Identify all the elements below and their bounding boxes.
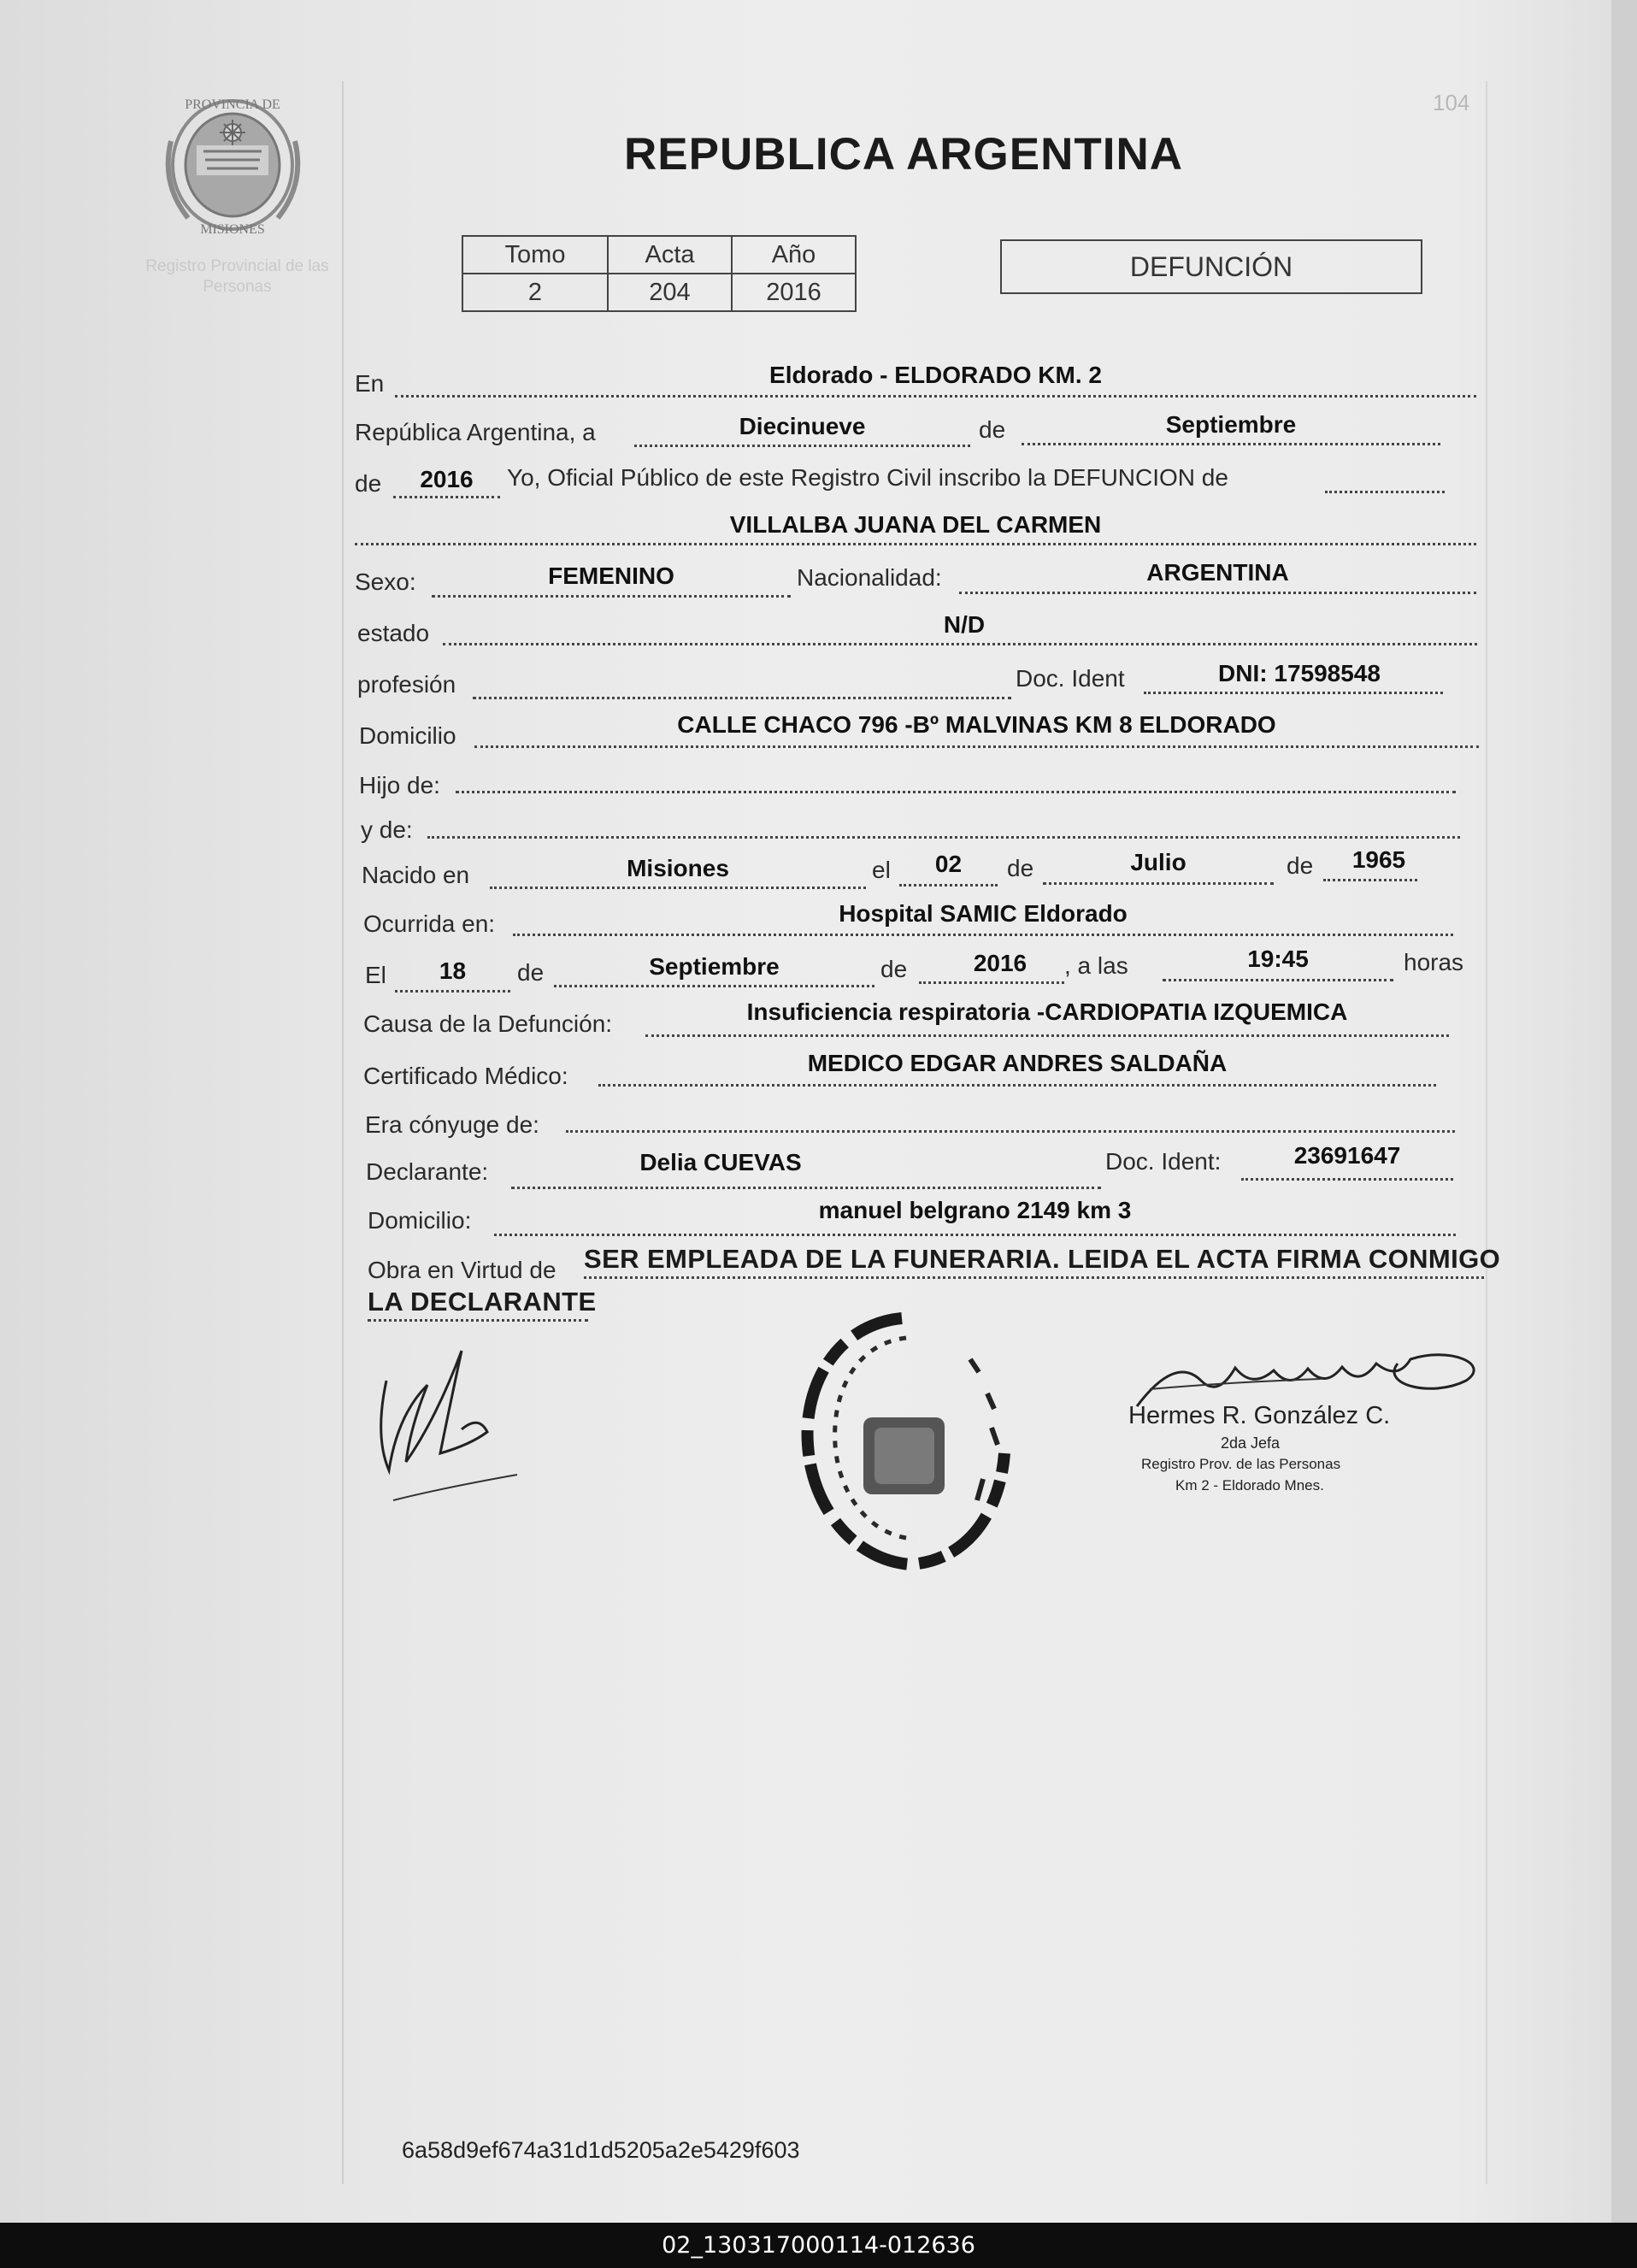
dotted-line <box>456 791 1456 793</box>
label-doc-ident: Doc. Ident <box>1016 665 1125 692</box>
label-de-3: de <box>1287 852 1314 879</box>
dotted-line <box>395 395 1476 398</box>
dotted-line <box>959 592 1476 594</box>
address-value: CALLE CHACO 796 -Bº MALVINAS KM 8 ELDORADO <box>677 711 1276 738</box>
registry-caption: Registro Provincial de las Personas <box>145 257 329 296</box>
death-year-value: 2016 <box>973 950 1028 976</box>
cause-value: Insuficiencia respiratoria -CARDIOPATIA IZQUEMICA <box>746 999 1348 1025</box>
page-number: 104 <box>1433 90 1470 115</box>
nationality-value: ARGENTINA <box>1146 559 1289 586</box>
dotted-line <box>1325 491 1445 493</box>
dotted-line <box>919 981 1064 984</box>
anio-value: 2016 <box>732 274 856 311</box>
obra-line-2: LA DECLARANTE <box>368 1287 597 1317</box>
label-ocurrida-en: Ocurrida en: <box>363 910 496 937</box>
obra-line-1: SER EMPLEADA DE LA FUNERARIA. LEIDA EL ACTA FIRMA CONMIGO <box>584 1244 1501 1274</box>
registry-table <box>462 235 857 312</box>
month-value: Septiembre <box>1165 411 1297 438</box>
label-domicilio: Domicilio <box>359 722 456 749</box>
page-edge <box>1611 0 1637 2223</box>
official-office: Registro Prov. de las Personas <box>1141 1456 1341 1472</box>
acta-header: Acta <box>608 236 732 274</box>
dotted-line <box>473 697 1011 699</box>
birth-day-value: 02 <box>934 851 963 877</box>
dotted-line <box>554 985 874 987</box>
dotted-line <box>1022 443 1440 445</box>
dotted-line <box>490 887 866 889</box>
birth-month-value: Julio <box>1130 849 1187 875</box>
official-location: Km 2 - Eldorado Mnes. <box>1175 1477 1324 1493</box>
label-doc-ident-2: Doc. Ident: <box>1105 1148 1222 1175</box>
label-de-start: de <box>355 470 382 497</box>
label-estado: estado <box>357 620 430 646</box>
dotted-line <box>368 1319 588 1322</box>
dotted-line <box>645 1034 1449 1037</box>
dotted-line <box>899 884 998 887</box>
dotted-line <box>634 445 970 447</box>
official-title: 2da Jefa <box>1221 1434 1281 1452</box>
misiones-shield-logo <box>154 90 312 239</box>
label-de: de <box>979 416 1006 443</box>
label-republica: República Argentina, a <box>355 419 596 445</box>
declarant-address-value: manuel belgrano 2149 km 3 <box>818 1197 1132 1223</box>
svg-text:PROVINCIA DE: PROVINCIA DE <box>185 97 280 112</box>
dotted-line <box>511 1187 1101 1189</box>
label-nacido-en: Nacido en <box>362 862 470 888</box>
label-declarante: Declarante: <box>366 1158 489 1185</box>
day-words-value: Diecinueve <box>739 413 866 439</box>
death-day-value: 18 <box>439 957 467 984</box>
place-value: Eldorado - ELDORADO KM. 2 <box>769 362 1102 388</box>
anio-header: Año <box>732 236 856 274</box>
official-name: Hermes R. González C. <box>1128 1402 1391 1429</box>
dotted-line <box>1241 1178 1453 1181</box>
dotted-line <box>395 990 510 993</box>
year-value: 2016 <box>420 466 474 492</box>
dotted-line <box>1144 692 1443 694</box>
label-yo-oficial: Yo, Oficial Público de este Registro Civil inscribo la DEFUNCION de <box>507 464 1228 491</box>
label-el: el <box>872 857 891 883</box>
dotted-line <box>1043 882 1274 885</box>
marital-status-value: N/D <box>943 611 986 638</box>
declarant-value: Delia CUEVAS <box>639 1149 802 1175</box>
dotted-line <box>566 1130 1455 1133</box>
death-time-value: 19:45 <box>1247 945 1309 972</box>
tomo-value: 2 <box>462 274 608 311</box>
label-certificado: Certificado Médico: <box>363 1063 568 1089</box>
dotted-line <box>427 836 1460 839</box>
dotted-line <box>393 496 500 498</box>
sex-value: FEMENINO <box>548 563 674 589</box>
label-de-4: de <box>517 959 545 986</box>
acta-value: 204 <box>608 274 732 311</box>
label-causa: Causa de la Defunción: <box>363 1010 613 1037</box>
dotted-line <box>584 1276 1484 1279</box>
label-hijo-de: Hijo de: <box>359 772 440 798</box>
occurred-at-value: Hospital SAMIC Eldorado <box>839 900 1128 927</box>
label-horas: horas <box>1404 949 1464 975</box>
label-de-2: de <box>1007 855 1034 881</box>
birth-place-value: Misiones <box>627 855 729 881</box>
label-sexo: Sexo: <box>355 568 416 595</box>
page-title: REPUBLICA ARGENTINA <box>624 129 1184 180</box>
deceased-name-value: VILLALBA JUANA DEL CARMEN <box>729 511 1102 538</box>
footer-id: 02_130317000114-012636 <box>662 2232 975 2259</box>
label-de-5: de <box>880 956 908 982</box>
label-domicilio-2: Domicilio: <box>368 1207 472 1234</box>
label-en: En <box>355 370 385 397</box>
act-type-box: DEFUNCIÓN <box>1000 239 1422 294</box>
dotted-line <box>443 643 1477 645</box>
label-el-cap: El <box>365 962 386 988</box>
dotted-line <box>474 745 1479 748</box>
svg-text:MISIONES: MISIONES <box>200 222 265 237</box>
dotted-line <box>494 1234 1456 1236</box>
dotted-line <box>513 934 1453 936</box>
official-stamp <box>774 1308 1030 1573</box>
label-obra: Obra en Virtud de <box>368 1257 556 1283</box>
dotted-line <box>1163 979 1393 981</box>
label-a-las: , a las <box>1064 952 1128 979</box>
dotted-line <box>1323 879 1417 881</box>
label-nacionalidad: Nacionalidad: <box>797 564 942 591</box>
label-profesion: profesión <box>357 671 456 698</box>
declarant-signature <box>368 1334 539 1505</box>
tomo-header: Tomo <box>462 236 608 274</box>
death-month-value: Septiembre <box>649 953 780 980</box>
doc-ident-value: DNI: 17598548 <box>1218 660 1381 686</box>
birth-year-value: 1965 <box>1351 846 1406 873</box>
dotted-line <box>432 595 791 598</box>
dotted-line <box>355 543 1476 545</box>
declarant-doc-value: 23691647 <box>1293 1142 1401 1169</box>
footer-id-bar <box>0 2223 1637 2268</box>
certificate-value: MEDICO EDGAR ANDRES SALDAÑA <box>807 1050 1228 1076</box>
label-y-de: y de: <box>361 816 413 843</box>
document-hash: 6a58d9ef674a31d1d5205a2e5429f603 <box>402 2137 800 2163</box>
label-conyuge: Era cónyuge de: <box>365 1111 539 1138</box>
dotted-line <box>598 1084 1436 1087</box>
